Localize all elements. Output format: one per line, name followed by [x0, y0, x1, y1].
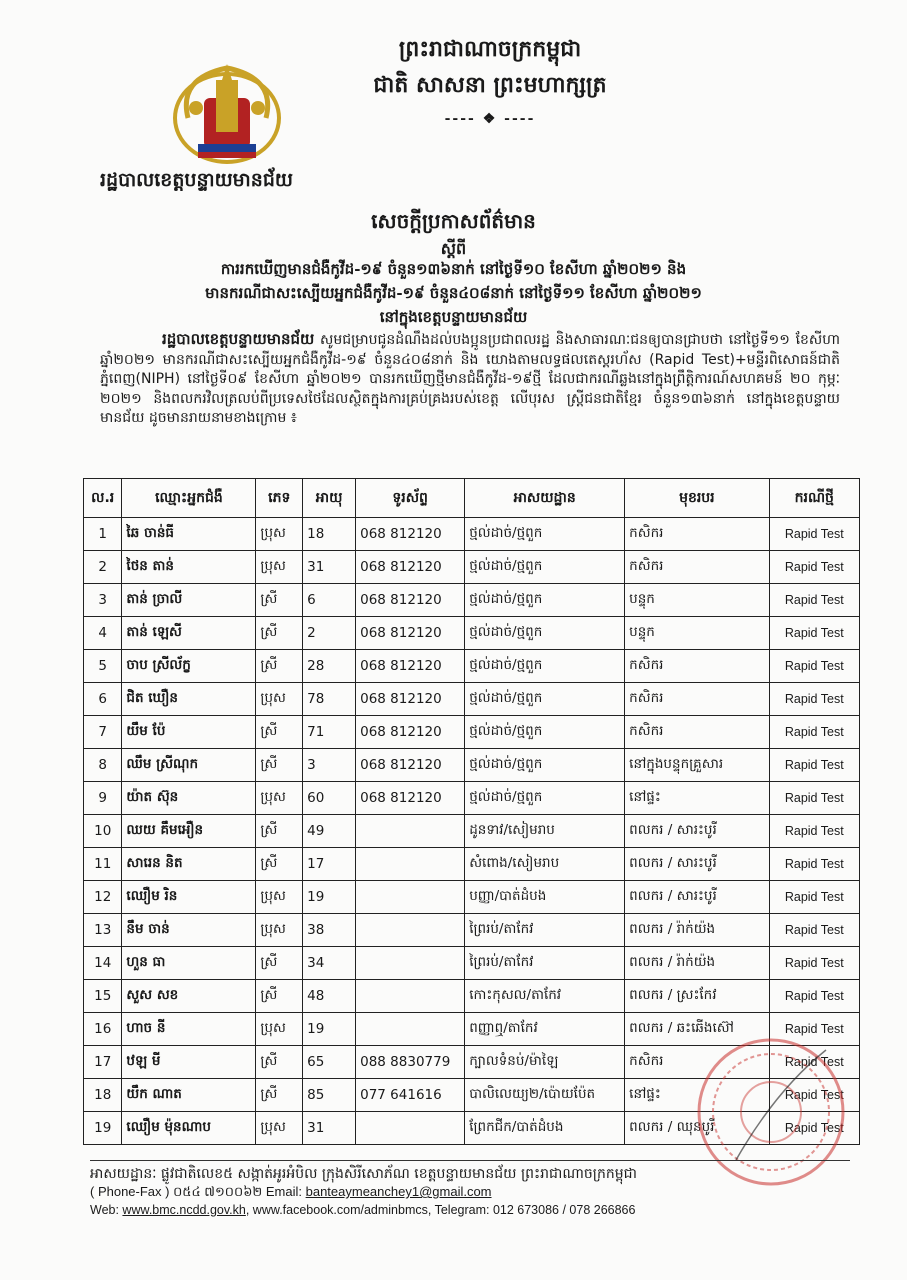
cell-sex: ស្រី: [256, 1079, 303, 1112]
table-row: [84, 782, 860, 815]
cell-age: 3: [303, 749, 356, 782]
cell-address: ពញ្ញាឮ/តាកែវ: [465, 1013, 625, 1046]
cell-no: 15: [84, 980, 122, 1013]
cell-occupation: កសិករ: [625, 683, 769, 716]
cell-address: ថ្មល់ដាច់/ថ្មពួក: [465, 584, 625, 617]
cell-age: 65: [303, 1046, 356, 1079]
cell-case: Rapid Test: [769, 683, 859, 716]
cell-age: 78: [303, 683, 356, 716]
cell-no: 8: [84, 749, 122, 782]
cell-occupation: នៅផ្ទះ: [625, 782, 769, 815]
cell-age: 48: [303, 980, 356, 1013]
cell-no: 9: [84, 782, 122, 815]
footer-telegram: , Telegram: 012 673086 / 078 266866: [427, 1203, 636, 1217]
cell-age: 2: [303, 617, 356, 650]
table-row: [84, 518, 860, 551]
cell-phone: 068 812120: [356, 683, 465, 716]
col-header-sex: ភេទ: [256, 479, 303, 518]
cell-age: 85: [303, 1079, 356, 1112]
cell-case: Rapid Test: [769, 617, 859, 650]
cell-occupation: កសិករ: [625, 551, 769, 584]
footer: [90, 1160, 850, 1219]
cell-age: 31: [303, 551, 356, 584]
cell-address: ថ្មល់ដាច់/ថ្មពួក: [465, 716, 625, 749]
cell-no: 4: [84, 617, 122, 650]
cell-address: ថ្មល់ដាច់/ថ្មពួក: [465, 683, 625, 716]
cell-case: Rapid Test: [769, 1046, 859, 1079]
footer-web-link[interactable]: www.bmc.ncdd.gov.kh: [122, 1203, 246, 1217]
cell-case: Rapid Test: [769, 1013, 859, 1046]
cell-occupation: ពលករ / ស្រះកែវ: [625, 980, 769, 1013]
cell-case: Rapid Test: [769, 749, 859, 782]
col-header-age: អាយុ: [303, 479, 356, 518]
cell-phone: 068 812120: [356, 650, 465, 683]
cell-case: Rapid Test: [769, 551, 859, 584]
cell-age: 34: [303, 947, 356, 980]
cell-no: 1: [84, 518, 122, 551]
cell-occupation: ពលករ / សារះបូរី: [625, 815, 769, 848]
cell-address: ថ្មល់ដាច់/ថ្មពួក: [465, 518, 625, 551]
cell-address: ក្បាលទំនប់/ម៉ាឡៃ: [465, 1046, 625, 1079]
cell-name: ឋឡ មី: [122, 1046, 256, 1079]
cell-case: Rapid Test: [769, 947, 859, 980]
cell-sex: ប្រុស: [256, 518, 303, 551]
royal-emblem-icon: [168, 58, 286, 168]
col-header-address: អាសយដ្ឋាន: [465, 479, 625, 518]
footer-phone: ( Phone-Fax ) ០៥៤ ៧១០០៦២ Email:: [90, 1184, 306, 1199]
cell-address: បញ្ញា/បាត់ដំបង: [465, 881, 625, 914]
cell-name: ឈឿម ម៉ុនណាប: [122, 1112, 256, 1145]
cell-name: ហាច នី: [122, 1013, 256, 1046]
cell-name: ជិត ឃឿន: [122, 683, 256, 716]
cell-phone: 068 812120: [356, 584, 465, 617]
col-header-name: ឈ្មោះអ្នកជំងឺ: [122, 479, 256, 518]
table-row: [84, 584, 860, 617]
cell-occupation: ពលករ / សារះបូរី: [625, 881, 769, 914]
cell-name: ឈឿម រិន: [122, 881, 256, 914]
title-line-2: មានករណីជាសះស្បើយអ្នកជំងឺកូវីដ-១៩ ចំនួន៤០៨នាក់ នៅថ្ងៃទី១១ ខែសីហា ឆ្នាំ២០២១: [205, 284, 702, 302]
table-row: [84, 881, 860, 914]
issuing-authority: រដ្ឋបាលខេត្តបន្ទាយមានជ័យ: [100, 169, 293, 191]
cell-case: Rapid Test: [769, 716, 859, 749]
col-header-no: ល.រ: [84, 479, 122, 518]
cell-occupation: នៅក្នុងបន្ទុកគ្រួសារ: [625, 749, 769, 782]
cell-address: ថ្មល់ដាច់/ថ្មពួក: [465, 749, 625, 782]
table-row: [84, 683, 860, 716]
cell-sex: ស្រី: [256, 815, 303, 848]
cell-address: ថ្មល់ដាច់/ថ្មពួក: [465, 650, 625, 683]
footer-facebook[interactable]: , www.facebook.com/adminbmcs: [245, 1203, 428, 1217]
footer-web-label: Web:: [90, 1203, 123, 1217]
cell-age: 71: [303, 716, 356, 749]
national-motto: ជាតិ សាសនា ព្រះមហាក្សត្រ: [373, 72, 607, 98]
cell-occupation: ពលករ / រ៉ាក់យ៉ង: [625, 914, 769, 947]
cell-address: ព្រៃរប់/តាកែវ: [465, 947, 625, 980]
cell-no: 6: [84, 683, 122, 716]
cell-address: ព្រៃរប់/តាកែវ: [465, 914, 625, 947]
cell-sex: ស្រី: [256, 716, 303, 749]
cell-name: ចាប ស្រីល័ក្ខ: [122, 650, 256, 683]
cell-no: 7: [84, 716, 122, 749]
col-header-phone: ទូរស័ព្ទ: [356, 479, 465, 518]
cell-phone: [356, 1013, 465, 1046]
table-row: [84, 848, 860, 881]
cell-case: Rapid Test: [769, 881, 859, 914]
cell-sex: ស្រី: [256, 1046, 303, 1079]
cell-age: 60: [303, 782, 356, 815]
cell-phone: [356, 848, 465, 881]
cell-occupation: នៅផ្ទះ: [625, 1079, 769, 1112]
cell-name: តាន់ ឡេសី: [122, 617, 256, 650]
cell-phone: 077 641616: [356, 1079, 465, 1112]
cell-phone: 088 8830779: [356, 1046, 465, 1079]
kingdom-header: [300, 35, 680, 127]
cell-case: Rapid Test: [769, 815, 859, 848]
cell-sex: ប្រុស: [256, 782, 303, 815]
cell-no: 2: [84, 551, 122, 584]
cell-sex: ប្រុស: [256, 881, 303, 914]
cell-phone: [356, 980, 465, 1013]
cell-address: ថ្មល់ដាច់/ថ្មពួក: [465, 617, 625, 650]
cell-sex: ស្រី: [256, 749, 303, 782]
cell-no: 14: [84, 947, 122, 980]
footer-address: អាសយដ្ឋានៈ ផ្លូវជាតិលេខ៥ សង្កាត់អូរអំបិល ក្រុងសិរីសោភ័ណ ខេត្តបន្ទាយមានជ័យ ព្រះរាជាណាចក្រកម្ពុជា: [90, 1166, 637, 1182]
cell-name: ហួន ធា: [122, 947, 256, 980]
cell-case: Rapid Test: [769, 584, 859, 617]
body-lead: រដ្ឋបាលខេត្តបន្ទាយមានជ័យ: [162, 330, 315, 348]
table-row: [84, 617, 860, 650]
cell-age: 31: [303, 1112, 356, 1145]
cell-phone: [356, 1112, 465, 1145]
title-about: ស្តីពី: [440, 239, 467, 258]
cell-no: 10: [84, 815, 122, 848]
cell-address: ថ្មល់ដាច់/ថ្មពួក: [465, 551, 625, 584]
table-header-row: [84, 479, 860, 518]
cell-age: 6: [303, 584, 356, 617]
cell-case: Rapid Test: [769, 650, 859, 683]
cell-phone: [356, 881, 465, 914]
table-row: [84, 650, 860, 683]
cell-case: Rapid Test: [769, 782, 859, 815]
cell-sex: ប្រុស: [256, 551, 303, 584]
cell-sex: ស្រី: [256, 650, 303, 683]
cell-occupation: ពលករ / ឈុនបូរី: [625, 1112, 769, 1145]
cell-case: Rapid Test: [769, 914, 859, 947]
cell-age: 19: [303, 1013, 356, 1046]
cell-name: ឈយ គឹមអឿន: [122, 815, 256, 848]
col-header-case: ករណីថ្មី: [769, 479, 859, 518]
cell-sex: ប្រុស: [256, 683, 303, 716]
cell-phone: [356, 815, 465, 848]
ornament-divider: ---- ❖ ----: [444, 111, 536, 127]
cell-no: 13: [84, 914, 122, 947]
cell-occupation: ពលករ / រ៉ាក់យ៉ង: [625, 947, 769, 980]
cell-phone: 068 812120: [356, 617, 465, 650]
cell-age: 28: [303, 650, 356, 683]
cell-address: ព្រែកជីក/បាត់ដំបង: [465, 1112, 625, 1145]
cell-no: 16: [84, 1013, 122, 1046]
cell-sex: ប្រុស: [256, 1013, 303, 1046]
title-line-3: នៅក្នុងខេត្តបន្ទាយមានជ័យ: [379, 308, 528, 326]
cell-occupation: ពលករ / សារះបូរី: [625, 848, 769, 881]
table-row: [84, 749, 860, 782]
cell-sex: ស្រី: [256, 947, 303, 980]
cell-name: យឹម ប៉ែ: [122, 716, 256, 749]
cell-no: 3: [84, 584, 122, 617]
cell-name: ឆៃ ចាន់ធី: [122, 518, 256, 551]
cell-phone: [356, 947, 465, 980]
kingdom-name: ព្រះរាជាណាចក្រកម្ពុជា: [398, 36, 582, 62]
footer-divider: [90, 1160, 850, 1161]
cell-no: 11: [84, 848, 122, 881]
table-row: [84, 947, 860, 980]
cell-phone: 068 812120: [356, 551, 465, 584]
cell-name: យ៉ាត ស៊ុន: [122, 782, 256, 815]
cell-phone: 068 812120: [356, 782, 465, 815]
table-row: [84, 815, 860, 848]
col-header-occupation: មុខរបរ: [625, 479, 769, 518]
cell-sex: ប្រុស: [256, 1112, 303, 1145]
cell-address: កោះកុសល/តាកែវ: [465, 980, 625, 1013]
cell-address: បាលិលេយ្យ២/ប៉ោយប៉ែត: [465, 1079, 625, 1112]
cell-no: 12: [84, 881, 122, 914]
footer-email-link[interactable]: banteaymeanchey1@gmail.com: [305, 1184, 492, 1199]
cell-name: ថៃន តាន់: [122, 551, 256, 584]
cell-occupation: បន្ទុក: [625, 584, 769, 617]
cell-no: 19: [84, 1112, 122, 1145]
cell-sex: ស្រី: [256, 617, 303, 650]
cell-name: ឈឹម ស្រីណុក: [122, 749, 256, 782]
cell-case: Rapid Test: [769, 1112, 859, 1145]
body-text: សូមជម្រាបជូនដំណឹងដល់បងប្អូនប្រជាពលរដ្ឋ និងសាធារណៈជនឲ្យបានជ្រាបថា នៅថ្ងៃទី១១ ខែសីហា ឆ្នាំ២០២១ មានករណីជាសះស្បើយអ្នកជំងឺកូវីដ-១៩ ចំនួន៤០៨នាក់ និង យោងតាមលទ្ធផលតេស្តរហ័ស (Rapid Test)+មន្ទីរពិសោធន៍ជាតិភ្នំពេញ(NIPH) នៅថ្ងៃទី០៩ ខែសីហា ឆ្នាំ២០២១ បានរកឃើញថ្មីមានជំងឺកូវីដ-១៩ថ្មី ដែលជាករណីឆ្លងនៅក្នុងព្រឹត្តិការណ៍សហគមន៍ ២០ កុម្ភៈ ២០២១ និងពលករវិលត្រលប់ពីប្រទេសថៃដែលស្ថិតក្នុងការគ្រប់គ្រងរបស់ខេត្ត លើបុរស ស្ត្រីជនជាតិខ្មែរ ចំនួន១៣៦នាក់ នៅក្នុងខេត្តបន្ទាយមានជ័យ ដូចមានរាយនាមខាងក្រោម ៖: [100, 332, 840, 426]
table-row: [84, 716, 860, 749]
cell-phone: 068 812120: [356, 749, 465, 782]
cell-name: តាន់ ច្រាលី: [122, 584, 256, 617]
announcement-body: [100, 330, 840, 429]
cell-no: 5: [84, 650, 122, 683]
cell-occupation: កសិករ: [625, 518, 769, 551]
cell-occupation: កសិករ: [625, 1046, 769, 1079]
cell-occupation: កសិករ: [625, 650, 769, 683]
cell-name: យឹក ណាត: [122, 1079, 256, 1112]
cell-case: Rapid Test: [769, 518, 859, 551]
cell-sex: ប្រុស: [256, 914, 303, 947]
cell-name: សួស សខ: [122, 980, 256, 1013]
cell-case: Rapid Test: [769, 1079, 859, 1112]
cell-name: នឹម ចាន់: [122, 914, 256, 947]
cell-sex: ស្រី: [256, 584, 303, 617]
cell-occupation: កសិករ: [625, 716, 769, 749]
cell-age: 17: [303, 848, 356, 881]
table-row: [84, 551, 860, 584]
cell-occupation: បន្ទុក: [625, 617, 769, 650]
cell-case: Rapid Test: [769, 980, 859, 1013]
document-title: សេចក្តីប្រកាសព័ត៌មាន: [371, 209, 536, 233]
cell-age: 38: [303, 914, 356, 947]
cell-phone: 068 812120: [356, 518, 465, 551]
cell-address: ដូនទាវ/សៀមរាប: [465, 815, 625, 848]
cell-name: សារេន និត: [122, 848, 256, 881]
table-row: [84, 914, 860, 947]
cell-age: 19: [303, 881, 356, 914]
cell-sex: ស្រី: [256, 980, 303, 1013]
cell-no: 17: [84, 1046, 122, 1079]
title-line-1: ការរកឃើញមានជំងឺកូវីដ-១៩ ចំនួន១៣៦នាក់ នៅថ្ងៃទី១០ ខែសីហា ឆ្នាំ២០២១ និង: [220, 260, 687, 278]
cell-age: 18: [303, 518, 356, 551]
cell-case: Rapid Test: [769, 848, 859, 881]
cell-age: 49: [303, 815, 356, 848]
cell-no: 18: [84, 1079, 122, 1112]
cell-phone: 068 812120: [356, 716, 465, 749]
cell-phone: [356, 914, 465, 947]
cell-address: សំពោង/សៀមរាប: [465, 848, 625, 881]
cell-address: ថ្មល់ដាច់/ថ្មពួក: [465, 782, 625, 815]
table-row: [84, 980, 860, 1013]
cell-occupation: ពលករ / ឆះឆើងស៊ៅ: [625, 1013, 769, 1046]
cell-sex: ស្រី: [256, 848, 303, 881]
